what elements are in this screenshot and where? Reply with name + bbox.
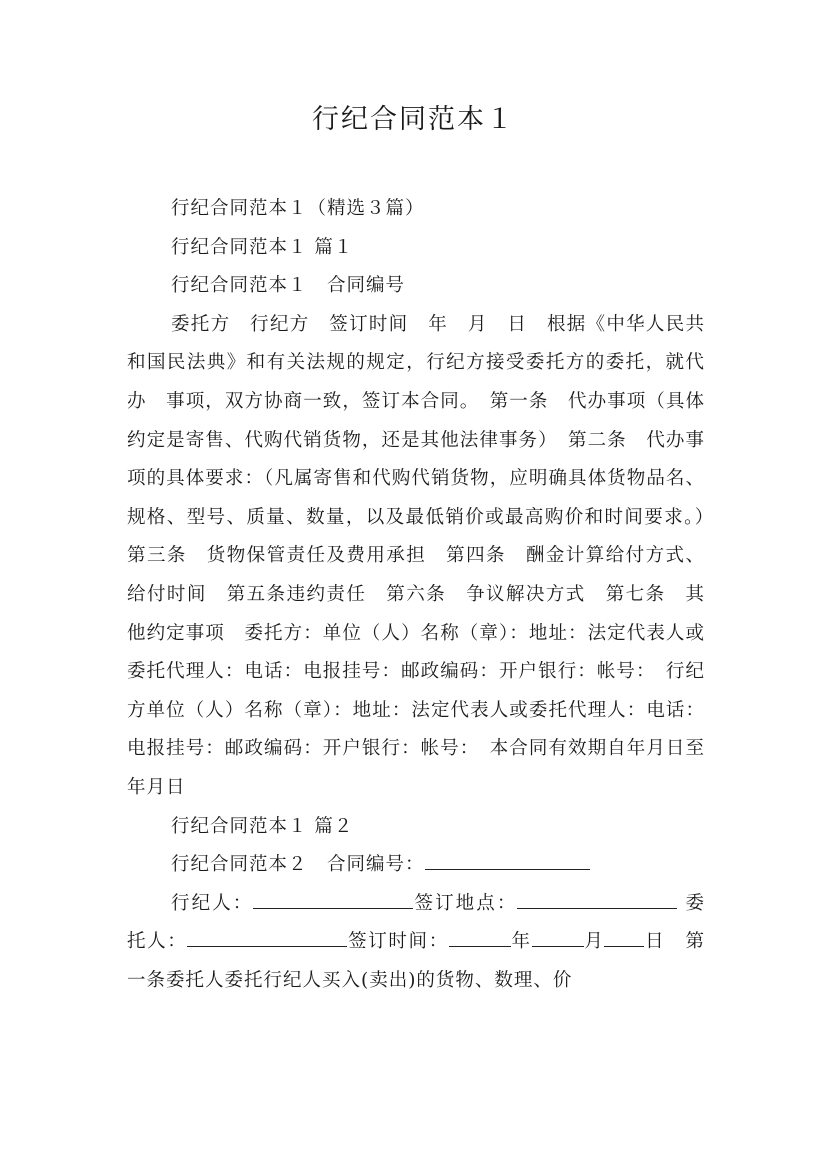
paragraph-toc: 行纪合同范本１（精选３篇） bbox=[171, 198, 425, 219]
document-title: 行纪合同范本１ bbox=[312, 104, 515, 135]
blank-line bbox=[253, 888, 413, 909]
day-label: 日 bbox=[644, 931, 666, 953]
contract-number-label: 行纪合同范本２ 合同编号： bbox=[171, 854, 425, 876]
month-label: 月 bbox=[583, 931, 605, 953]
paragraph-contract-number-1: 行纪合同范本１ 合同编号 bbox=[171, 275, 406, 297]
sign-place-label: 签订地点： bbox=[413, 892, 518, 914]
paragraph-contract-number-2 bbox=[127, 846, 705, 885]
paragraph-heading-1: 行纪合同范本１ 篇１ bbox=[171, 236, 354, 258]
document-body bbox=[127, 190, 725, 1000]
article-one-text: 第一条委托人委托行纪人买入(卖出)的货物、数理、价 bbox=[127, 931, 705, 991]
blank-line bbox=[517, 888, 677, 909]
blank-line bbox=[604, 926, 644, 947]
year-label: 年 bbox=[510, 931, 532, 953]
paragraph-heading-2: 行纪合同范本１ 篇２ bbox=[171, 815, 354, 837]
paragraph-parties bbox=[127, 885, 705, 1001]
blank-line bbox=[532, 926, 584, 947]
blank-line bbox=[425, 849, 590, 870]
sign-time-label: 签订时间： bbox=[347, 931, 449, 953]
broker-label: 行纪人： bbox=[171, 892, 254, 914]
paragraph-contract-body-1: 委托方 行纪方 签订时间 年 月 日 根据《中华人民共和国民法典》和有关法规的规定，行纪方接受委托方的委托，就代办 事项，双方协商一致，签订本合同。 第一条 代办事项（具体约定是寄售、代购代销货物，还是其他法律事务） 第二条 代办事项的具体要求：（凡属寄售和代购代销货物，应明确具体货物品名、规格、型号、质量、数量，以及最低销价或最高购价和时间要求。） 第三条 货物保管责任及费用承担 第四条 酬金计算给付方式、给付时间 第五条违约责任 第六条 争议解决方式 第七条 其他约定事项 委托方：单位（人）名称（章）：地址：法定代表人或委托代理人：电话：电报挂号：邮政编码：开户银行：帐号： 行纪方单位（人）名称（章）：地址：法定代表人或委托代理人：电话：电报挂号：邮政编码：开户银行：帐号： 本合同有效期自年月日至 年月日 bbox=[127, 313, 725, 798]
client-label: 委托人： bbox=[127, 892, 705, 953]
blank-line bbox=[449, 926, 511, 947]
blank-line bbox=[187, 926, 347, 947]
